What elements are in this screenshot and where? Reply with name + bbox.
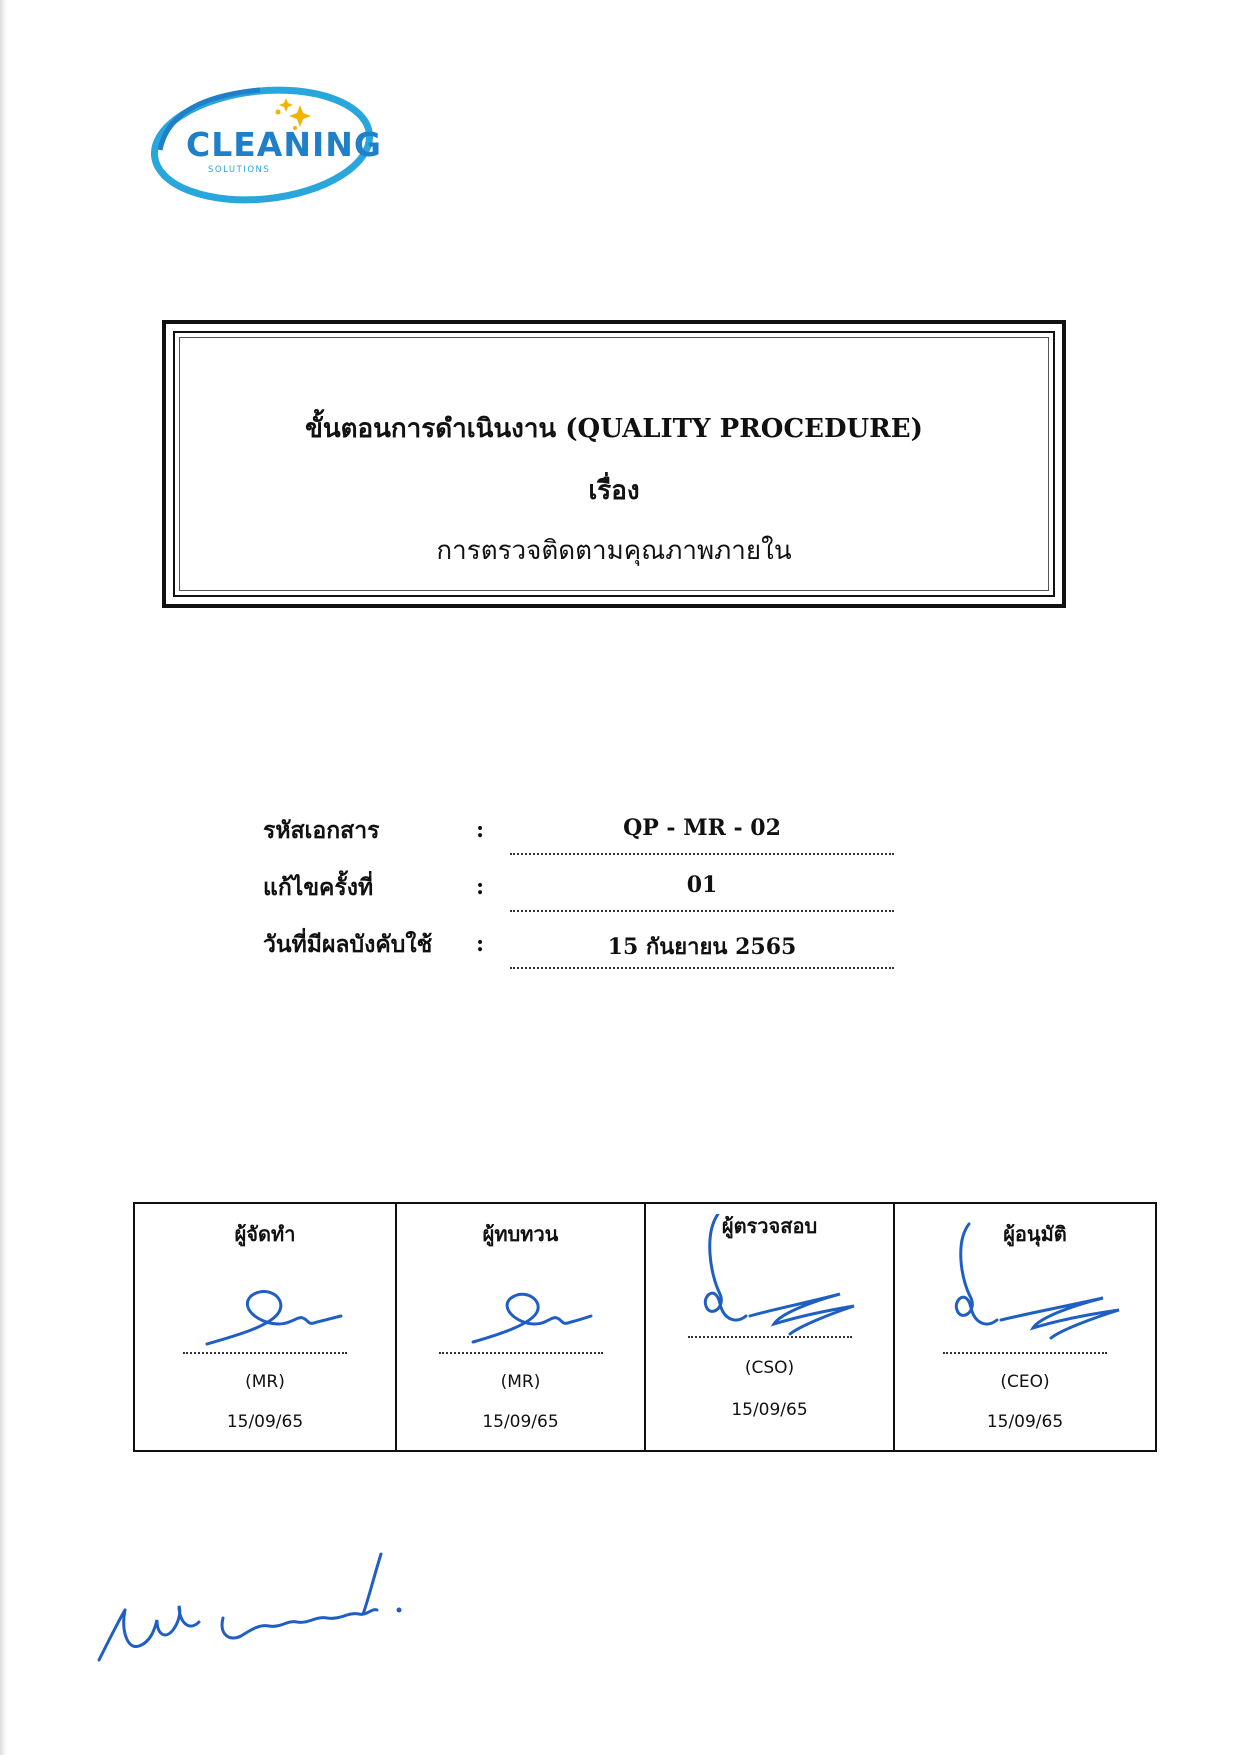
info-value: QP - MR - 02 (623, 815, 781, 841)
info-colon: : (476, 874, 485, 900)
approval-position: (MR) (245, 1372, 285, 1392)
handwritten-signature (175, 1262, 355, 1354)
dotted-line (510, 910, 894, 912)
info-row-document-code (0, 813, 1241, 869)
handwritten-signature (680, 1214, 860, 1344)
approval-date: 15/09/65 (482, 1412, 559, 1432)
info-label: วันที่มีผลบังคับใช้ (263, 931, 433, 958)
subject-label: เรื่อง (588, 476, 640, 506)
signature-line (183, 1352, 347, 1354)
info-label: แก้ไขครั้งที่ (263, 874, 374, 901)
title-box-inner-border (173, 331, 1055, 597)
info-value: 01 (686, 872, 718, 898)
logo-wordmark: CLEANING (186, 125, 382, 164)
document-type-title: ขั้นตอนการดำเนินงาน (QUALITY PROCEDURE) (305, 414, 923, 444)
approval-table (133, 1202, 1157, 1452)
logo-tagline: SOLUTIONS (208, 165, 271, 175)
info-value: 15 กันยายน 2565 (607, 934, 797, 960)
approval-role: ผู้จัดทำ (234, 1222, 296, 1246)
subject-title: การตรวจติดตามคุณภาพภายใน (436, 536, 792, 566)
handwritten-signature (935, 1218, 1125, 1348)
dotted-line (510, 967, 894, 969)
info-label: รหัสเอกสาร (263, 817, 380, 844)
footer-handwritten-signature (95, 1550, 425, 1670)
signature-line (688, 1336, 852, 1338)
info-row-revision (0, 870, 1241, 926)
info-row-effective-date (0, 927, 1241, 983)
title-box-inner-border-2 (179, 337, 1049, 591)
dotted-line (510, 853, 894, 855)
approval-role: ผู้ทบทวน (482, 1222, 559, 1246)
info-colon: : (476, 817, 485, 843)
approval-date: 15/09/65 (226, 1412, 304, 1432)
approval-position: (MR) (500, 1372, 541, 1392)
signature-line (439, 1352, 603, 1354)
signature-line (943, 1352, 1107, 1354)
handwritten-signature (431, 1262, 611, 1354)
title-box (162, 320, 1066, 608)
approval-date: 15/09/65 (986, 1412, 1064, 1432)
approval-date: 15/09/65 (731, 1400, 808, 1420)
approval-cell-approver (893, 1204, 1155, 1450)
approval-cell-reviewer (395, 1204, 644, 1450)
approval-cell-preparer (135, 1204, 395, 1450)
info-colon: : (476, 931, 485, 957)
approval-role: ผู้อนุมัติ (1003, 1222, 1067, 1246)
company-logo (150, 80, 380, 210)
approval-role: ผู้ตรวจสอบ (721, 1214, 818, 1238)
approval-position: (CSO) (744, 1358, 795, 1378)
approval-position: (CEO) (1000, 1372, 1050, 1392)
approval-cell-checker (644, 1204, 893, 1450)
